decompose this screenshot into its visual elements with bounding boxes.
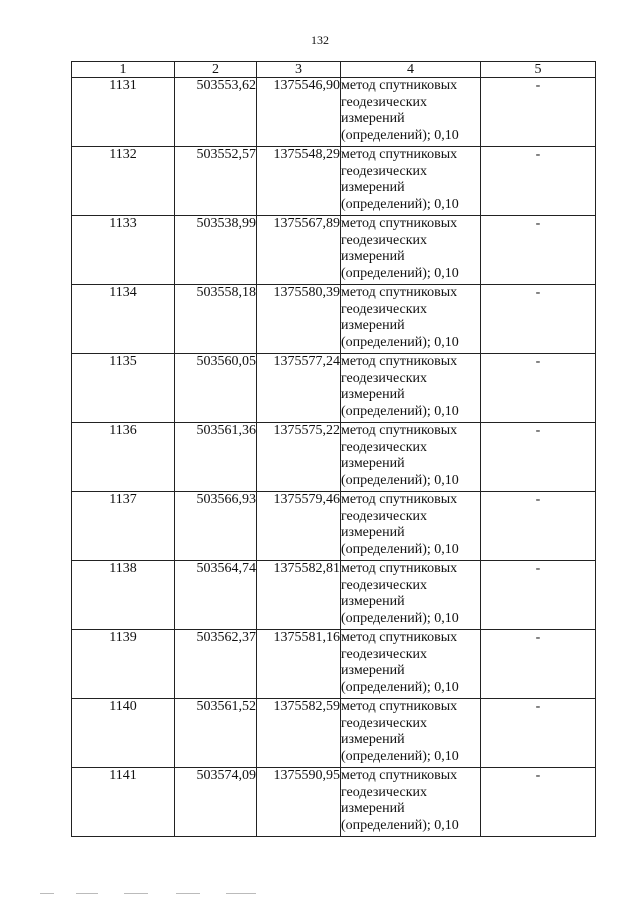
point-number-cell: 1136 [72, 423, 175, 492]
method-line: геодезических [341, 508, 428, 524]
table-body [72, 78, 596, 837]
method-line: (определений); 0,10 [341, 817, 459, 833]
table-row [72, 492, 596, 561]
y-coordinate-cell: 1375575,22 [257, 423, 341, 492]
method-line: (определений); 0,10 [341, 196, 459, 212]
method-line: (определений); 0,10 [341, 403, 459, 419]
method-line: геодезических [341, 163, 428, 179]
x-coordinate-cell: 503562,37 [175, 630, 257, 699]
method-line: измерений [341, 456, 405, 471]
table-row [72, 423, 596, 492]
method-cell [341, 492, 481, 561]
method-line: измерений [341, 525, 405, 540]
method-line: метод спутниковых [341, 768, 458, 783]
method-line: геодезических [341, 232, 428, 248]
method-line: метод спутниковых [341, 423, 458, 438]
method-line: геодезических [341, 715, 428, 731]
note-cell: - [481, 561, 596, 630]
y-coordinate-cell: 1375567,89 [257, 216, 341, 285]
point-number-cell: 1135 [72, 354, 175, 423]
x-coordinate-cell: 503558,18 [175, 285, 257, 354]
method-line: метод спутниковых [341, 699, 458, 714]
column-header-1: 1 [72, 62, 175, 78]
column-header-4: 4 [341, 62, 481, 78]
method-cell [341, 216, 481, 285]
table-row [72, 630, 596, 699]
y-coordinate-cell: 1375581,16 [257, 630, 341, 699]
y-coordinate-cell: 1375580,39 [257, 285, 341, 354]
y-coordinate-cell: 1375582,81 [257, 561, 341, 630]
x-coordinate-cell: 503553,62 [175, 78, 257, 147]
x-coordinate-cell: 503566,93 [175, 492, 257, 561]
y-coordinate-cell: 1375577,24 [257, 354, 341, 423]
page-number: 132 [311, 33, 329, 47]
y-coordinate-cell: 1375590,95 [257, 768, 341, 837]
method-line: (определений); 0,10 [341, 334, 459, 350]
y-coordinate-cell: 1375579,46 [257, 492, 341, 561]
note-cell: - [481, 699, 596, 768]
column-header-3: 3 [257, 62, 341, 78]
method-cell [341, 423, 481, 492]
table-row [72, 768, 596, 837]
table-row [72, 354, 596, 423]
table-header-row [72, 62, 596, 78]
y-coordinate-cell: 1375546,90 [257, 78, 341, 147]
x-coordinate-cell: 503560,05 [175, 354, 257, 423]
method-line: геодезических [341, 439, 428, 455]
note-cell: - [481, 354, 596, 423]
point-number-cell: 1134 [72, 285, 175, 354]
method-line: (определений); 0,10 [341, 472, 459, 488]
coordinates-table [71, 61, 596, 837]
method-line: метод спутниковых [341, 285, 458, 300]
table-row [72, 285, 596, 354]
method-line: метод спутниковых [341, 78, 458, 93]
method-line: метод спутниковых [341, 630, 458, 645]
x-coordinate-cell: 503552,57 [175, 147, 257, 216]
method-line: геодезических [341, 94, 428, 110]
note-cell: - [481, 492, 596, 561]
method-line: измерений [341, 801, 405, 816]
method-line: измерений [341, 663, 405, 678]
method-line: метод спутниковых [341, 354, 458, 369]
method-line: (определений); 0,10 [341, 748, 459, 764]
method-line: геодезических [341, 577, 428, 593]
method-line: (определений); 0,10 [341, 610, 459, 626]
note-cell: - [481, 216, 596, 285]
table-row [72, 78, 596, 147]
note-cell: - [481, 285, 596, 354]
method-line: (определений); 0,10 [341, 265, 459, 281]
method-cell [341, 630, 481, 699]
note-cell: - [481, 147, 596, 216]
method-line: измерений [341, 387, 405, 402]
point-number-cell: 1138 [72, 561, 175, 630]
method-line: измерений [341, 318, 405, 333]
point-number-cell: 1139 [72, 630, 175, 699]
method-line: (определений); 0,10 [341, 127, 459, 143]
method-line: измерений [341, 111, 405, 126]
point-number-cell: 1132 [72, 147, 175, 216]
method-line: измерений [341, 249, 405, 264]
table-row [72, 216, 596, 285]
method-cell [341, 78, 481, 147]
method-line: геодезических [341, 784, 428, 800]
y-coordinate-cell: 1375548,29 [257, 147, 341, 216]
method-cell [341, 147, 481, 216]
method-line: измерений [341, 732, 405, 747]
method-line: (определений); 0,10 [341, 541, 459, 557]
note-cell: - [481, 78, 596, 147]
method-cell [341, 699, 481, 768]
x-coordinate-cell: 503564,74 [175, 561, 257, 630]
method-cell [341, 561, 481, 630]
x-coordinate-cell: 503561,52 [175, 699, 257, 768]
column-header-2: 2 [175, 62, 257, 78]
column-header-5: 5 [481, 62, 596, 78]
method-line: геодезических [341, 301, 428, 317]
method-cell [341, 354, 481, 423]
method-line: геодезических [341, 646, 428, 662]
point-number-cell: 1131 [72, 78, 175, 147]
table-row [72, 561, 596, 630]
note-cell: - [481, 768, 596, 837]
method-line: метод спутниковых [341, 561, 458, 576]
y-coordinate-cell: 1375582,59 [257, 699, 341, 768]
point-number-cell: 1137 [72, 492, 175, 561]
x-coordinate-cell: 503574,09 [175, 768, 257, 837]
point-number-cell: 1140 [72, 699, 175, 768]
point-number-cell: 1133 [72, 216, 175, 285]
note-cell: - [481, 423, 596, 492]
method-line: измерений [341, 594, 405, 609]
x-coordinate-cell: 503538,99 [175, 216, 257, 285]
method-line: метод спутниковых [341, 492, 458, 507]
x-coordinate-cell: 503561,36 [175, 423, 257, 492]
method-line: метод спутниковых [341, 147, 458, 162]
method-line: (определений); 0,10 [341, 679, 459, 695]
footer-scan-marks [0, 893, 640, 901]
method-cell [341, 768, 481, 837]
method-line: метод спутниковых [341, 216, 458, 231]
note-cell: - [481, 630, 596, 699]
method-line: измерений [341, 180, 405, 195]
method-line: геодезических [341, 370, 428, 386]
method-cell [341, 285, 481, 354]
table-row [72, 147, 596, 216]
table-row [72, 699, 596, 768]
point-number-cell: 1141 [72, 768, 175, 837]
